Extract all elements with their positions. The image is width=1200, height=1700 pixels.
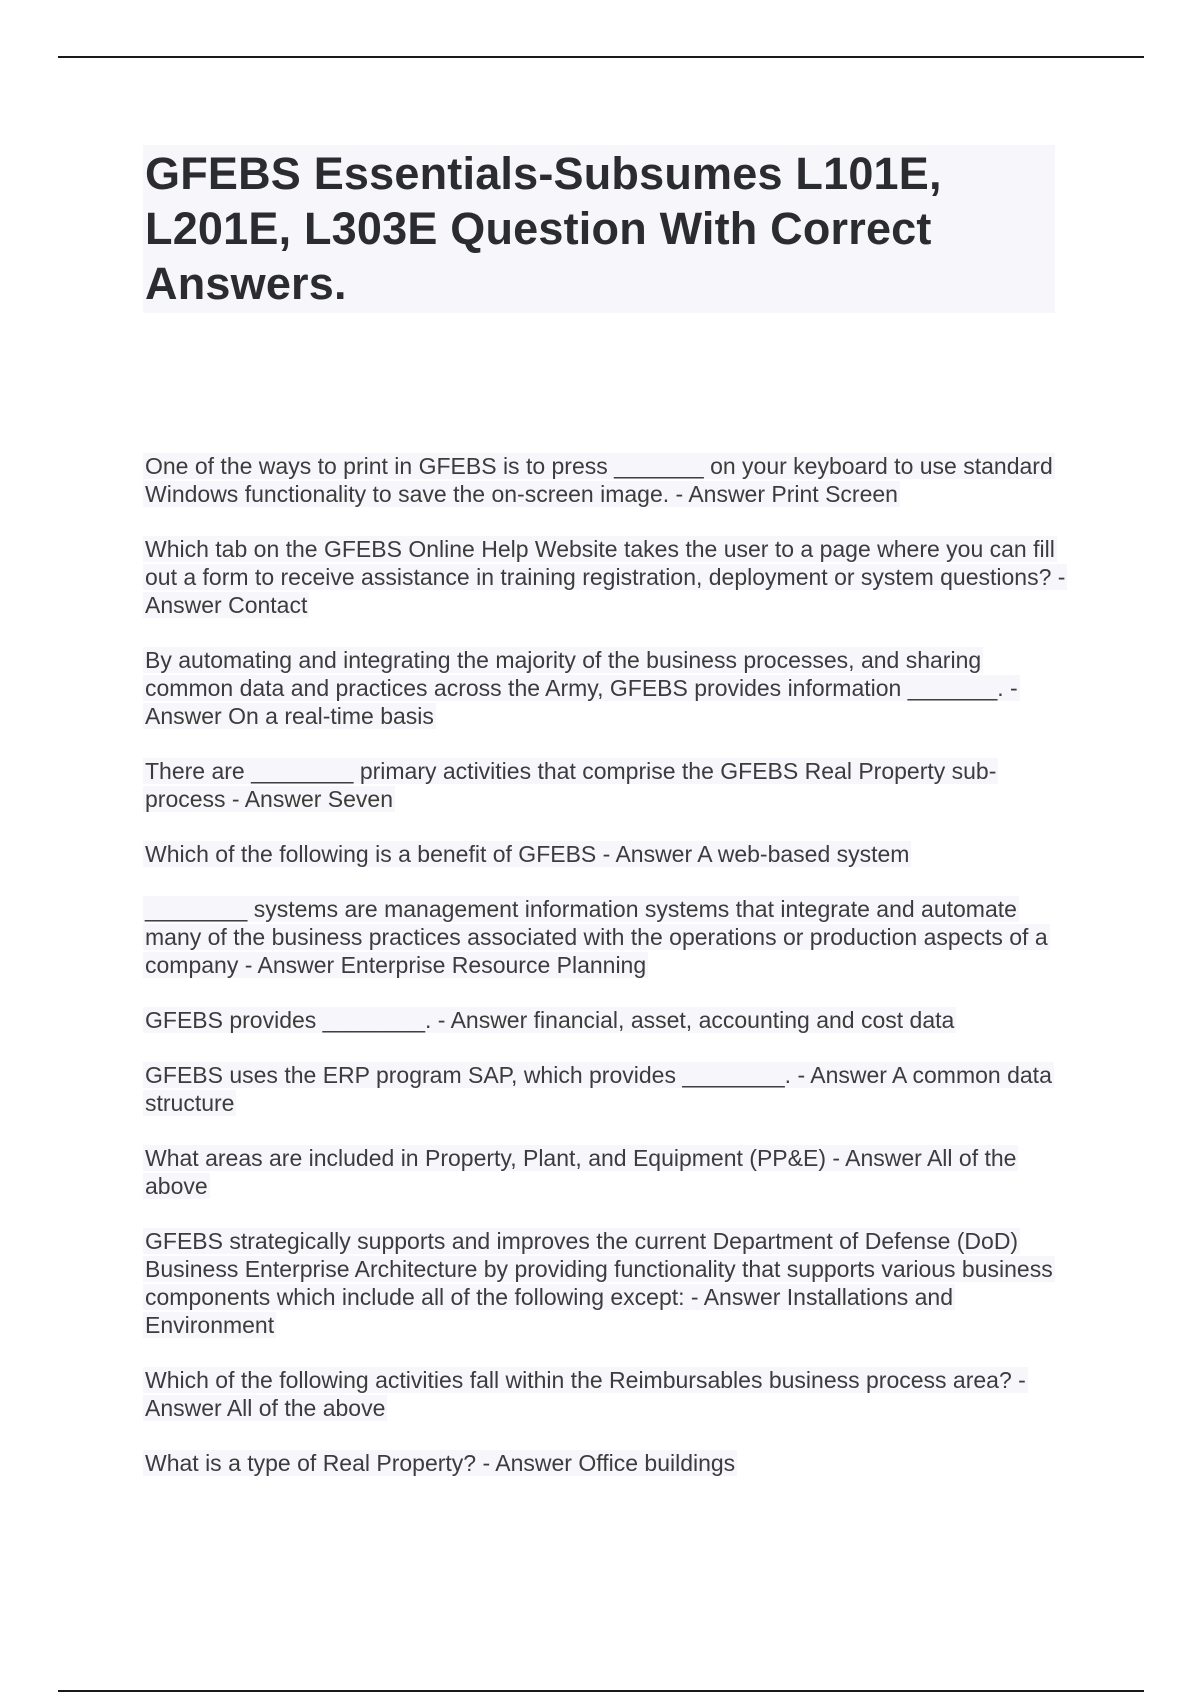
document-title: GFEBS Essentials-Subsumes L101E, L201E, L303E Question With Correct Answers. — [145, 148, 942, 309]
qa-text: GFEBS provides ________. - Answer financial, asset, accounting and cost data — [145, 1007, 955, 1033]
qa-item — [143, 895, 1073, 979]
qa-item — [143, 840, 1073, 868]
qa-text: GFEBS uses the ERP program SAP, which provides ________. - Answer A common data structure — [145, 1062, 1052, 1116]
qa-item — [143, 1144, 1073, 1200]
qa-text: Which of the following is a benefit of GFEBS - Answer A web-based system — [145, 841, 910, 867]
qa-text: GFEBS strategically supports and improves the current Department of Defense (DoD) Business Enterprise Architecture by providing functionality that supports various business components which include all of the following except: - Answer Installations and Environment — [145, 1228, 1053, 1338]
qa-item — [143, 1006, 1073, 1034]
qa-text: What is a type of Real Property? - Answer Office buildings — [145, 1450, 736, 1476]
qa-text: One of the ways to print in GFEBS is to press _______ on your keyboard to use standard Windows functionality to save the on-screen image. - Answer Print Screen — [145, 453, 1053, 507]
qa-item — [143, 1227, 1073, 1339]
qa-item — [143, 1449, 1073, 1477]
qa-item — [143, 1366, 1073, 1422]
qa-item — [143, 757, 1073, 813]
qa-text: There are ________ primary activities that comprise the GFEBS Real Property sub-process - Answer Seven — [145, 758, 997, 812]
qa-text: Which of the following activities fall within the Reimbursables business process area? - Answer All of the above — [145, 1367, 1026, 1421]
top-rule — [58, 56, 1144, 58]
title-block — [143, 145, 1055, 313]
qa-text: By automating and integrating the majority of the business processes, and sharing common data and practices across the Army, GFEBS provides information _______. - Answer On a real-time basis — [145, 647, 1018, 729]
qa-item — [143, 452, 1073, 508]
qa-text: What areas are included in Property, Plant, and Equipment (PP&E) - Answer All of the above — [145, 1145, 1017, 1199]
qa-text: ________ systems are management information systems that integrate and automate many of the business practices associated with the operations or production aspects of a company - Answer Enterprise Resource Planning — [145, 896, 1048, 978]
qa-item — [143, 1061, 1073, 1117]
qa-list — [143, 452, 1073, 1504]
qa-text: Which tab on the GFEBS Online Help Website takes the user to a page where you can fill out a form to receive assistance in training registration, deployment or system questions? - Answer Contact — [145, 536, 1066, 618]
qa-item — [143, 535, 1073, 619]
qa-item — [143, 646, 1073, 730]
bottom-rule — [58, 1690, 1144, 1692]
